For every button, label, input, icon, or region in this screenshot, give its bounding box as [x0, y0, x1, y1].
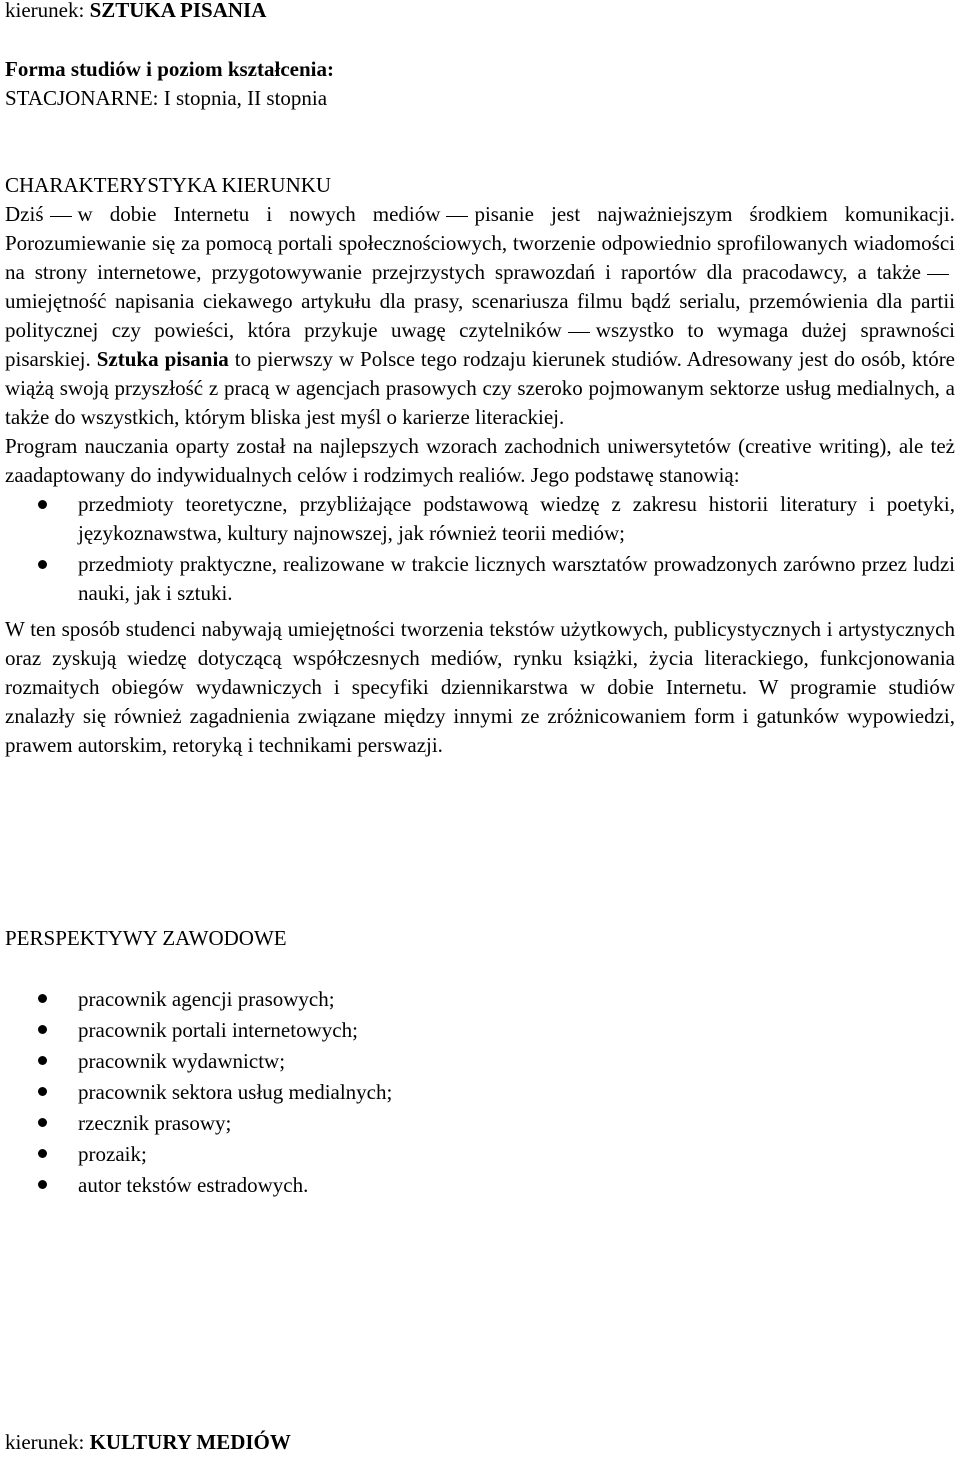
- list-item-text: prozaik;: [78, 1142, 147, 1166]
- characteristics-paragraph-2: Program nauczania oparty został na najlepszych wzorach zachodnich uniwersytetów (creative writing), ale też zaadaptowany do indywidualnych celów i rodzimych realiów. Jego podstawę stanowią:: [5, 434, 955, 487]
- bullet-icon: [38, 1087, 47, 1096]
- list-item-text: pracownik sektora usług medialnych;: [78, 1080, 393, 1104]
- list-item-text: pracownik wydawnictw;: [78, 1049, 286, 1073]
- bullet-icon: [38, 1180, 47, 1189]
- career-list: [5, 984, 955, 1201]
- bullet-icon: [38, 1025, 47, 1034]
- list-item: [5, 1170, 955, 1201]
- text-run: to pierwszy w Polsce tego rodzaju kierunek studiów. Adresowany jest do osób, które wiążą swoją przyszłość z pracą w agencjach prasowych czy szeroko pojmowanym sektorze usług medialnych, a także do wszystkich, którym bliska jest myśl o karierze literackiej.: [5, 347, 956, 429]
- bullet-icon: [38, 1056, 47, 1065]
- list-item-text: rzecznik prasowy;: [78, 1111, 232, 1135]
- program-name: SZTUKA PISANIA: [89, 0, 267, 22]
- list-item-text: pracownik agencji prasowych;: [78, 987, 335, 1011]
- characteristics-paragraph-3: W ten sposób studenci nabywają umiejętności tworzenia tekstów użytkowych, publicystycznych i artystycznych oraz zyskują wiedzę dotyczącą współczesnych mediów, rynku książki, życia literackiego, funkcjonowania rozmaitych obiegów wydawniczych i specyfiki dziennikarstwa w dobie Internetu. W programie studiów znalazły się również zagadnienia związane między innymi ze zróżnicowaniem form i gatunków wypowiedzi, prawem autorskim, retoryką i technikami perswazji.: [5, 617, 955, 757]
- bullet-icon: [38, 560, 47, 569]
- study-form-value: STACJONARNE: I stopnia, II stopnia: [5, 86, 328, 110]
- subjects-list: [5, 490, 955, 608]
- list-item: [5, 1139, 955, 1170]
- header-prefix: kierunek:: [5, 0, 90, 22]
- study-form-section: [5, 55, 955, 113]
- list-item: [5, 550, 955, 608]
- list-item: [5, 490, 955, 548]
- list-item-text: autor tekstów estradowych.: [78, 1173, 309, 1197]
- dash: [568, 332, 590, 333]
- dash: [927, 274, 949, 275]
- list-item-text: pracownik portali internetowych;: [78, 1018, 358, 1042]
- dash: [50, 216, 72, 217]
- list-item-text: przedmioty teoretyczne, przybliżające podstawową wiedzę z zakresu historii literatury i poetyki, językoznawstwa, kultury najnowszej, jak również teorii mediów;: [78, 492, 955, 545]
- characteristics-paragraph-1: [5, 200, 955, 432]
- text-run: Dziś: [5, 202, 44, 226]
- list-item: [5, 1046, 955, 1077]
- program-header-next: [5, 1428, 955, 1457]
- list-item: [5, 984, 955, 1015]
- text-run: pisanie jest najważniejszym środkiem komunikacji. Porozumiewanie się za pomocą portali społecznościowych, tworzenie odpowiednio sprofilowanych wiadomości na strony internetowe, przygotowywanie przejrzystych sprawozdań i raportów dla pracodawcy, a także: [5, 202, 956, 284]
- bullet-icon: [38, 994, 47, 1003]
- list-item: [5, 1108, 955, 1139]
- study-form-heading: Forma studiów i poziom kształcenia:: [5, 57, 334, 81]
- program-header: [5, 0, 955, 25]
- list-item: [5, 1015, 955, 1046]
- header-prefix: kierunek:: [5, 1430, 90, 1454]
- characteristics-heading: CHARAKTERYSTYKA KIERUNKU: [5, 173, 332, 197]
- program-name: KULTURY MEDIÓW: [89, 1430, 291, 1454]
- text-run: wszystko to wymaga dużej sprawności pisarskiej.: [5, 318, 955, 371]
- career-heading: PERSPEKTYWY ZAWODOWE: [5, 926, 287, 950]
- dash: [446, 216, 468, 217]
- text-run: umiejętność napisania ciekawego artykułu dla prasy, scenariusza filmu bądź serialu, przemówienia dla partii politycznej czy powieści, która przykuje uwagę czytelników: [5, 289, 955, 342]
- program-name-bold: Sztuka pisania: [96, 347, 229, 371]
- list-item-text: przedmioty praktyczne, realizowane w trakcie licznych warsztatów prowadzonych zarówno przez ludzi nauki, jak i sztuki.: [78, 552, 955, 605]
- characteristics-section: [5, 171, 955, 760]
- list-item: [5, 1077, 955, 1108]
- bullet-icon: [38, 500, 47, 509]
- text-run: w dobie Internetu i nowych mediów: [77, 202, 441, 226]
- bullet-icon: [38, 1149, 47, 1158]
- career-section: [5, 924, 955, 1201]
- bullet-icon: [38, 1118, 47, 1127]
